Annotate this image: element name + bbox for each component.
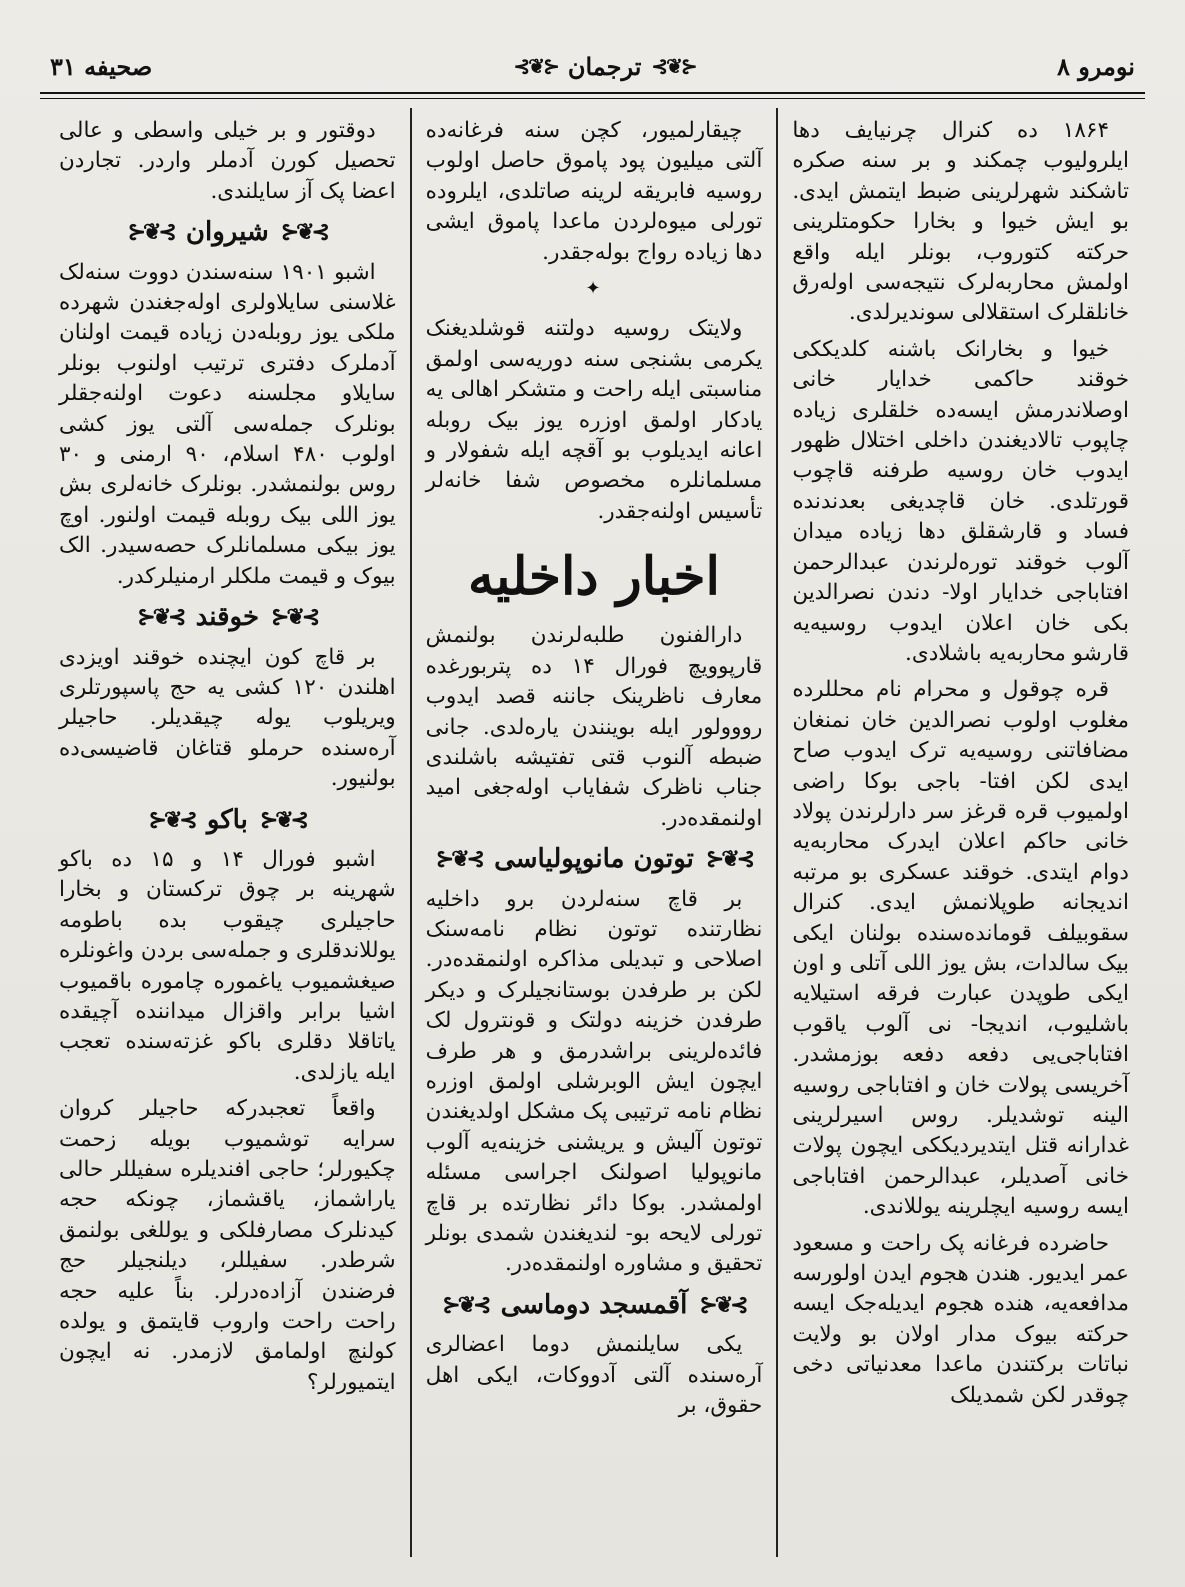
section-title-tobacco: توتون مانوپولیاسی [494, 844, 694, 875]
column-right [778, 108, 1143, 1557]
column-middle [412, 108, 779, 1557]
section-heading [59, 805, 396, 835]
section-title-kokand: خوقند [195, 602, 260, 633]
paragraph: ۱۸۶۴ ده کنرال چرنیایف دها ایلرولیوب چمکند و بر سنه صکره تاشکند شهرلرینی ضبط ایتمش ایدی. بو ایش خیوا و بخارا حکومتلرینی حرکته کتوروب، بونلر ایله واقع اولمش محاربه‌لرک نتیجه‌سی اوله‌رق خانلقلرک استقلالی سوندیرلدی. [792, 118, 1129, 326]
page-number: صحیفه ۳۱ [50, 51, 153, 81]
paragraph: دارالفنون طلبه‌لرندن بولنمش قارپوویچ فورال ۱۴ ده پتربورغده معارف ناظرینک جاننه قصد ایدوب رووولور ایله بوینندن یاره‌لدی. جانی ضبطه آلنوب قتی تفتیشه باشلندی جناب ناظرک شفایاب اوله‌جغی امید اولنمقده‌در. [425, 623, 763, 831]
masthead [514, 52, 696, 81]
ornament-icon: ⊱❦⊰ [442, 1291, 489, 1318]
ornament-icon: ⊱❦⊰ [271, 604, 318, 631]
section-heading [59, 602, 396, 632]
ornament-left-icon: ⊰❦⊱ [513, 54, 558, 78]
paragraph: حاضرده فرغانه پک راحت و مسعود عمر ایدیور. هندن هجوم ایدن اولورسه مدافعه‌یه، هنده هجوم ایدیله‌جک ایسه حرکته بیوک مدار اولان بو ولایت نباتات برکتندن ماعدا معدنیاتی دخی چوقدر لکن شمدیلک [792, 1230, 1129, 1408]
section-heading [426, 844, 763, 874]
paragraph: واقعاً تعجبدرکه حاجیلر کروان سرایه توشمیوب بویله زحمت چکیورلر؛ حاجی افندیلره سفیللر حالی یاراشماز، یاقشماز، چونکه حجه کیدنلرک مصارفلکی و یوللغی بولنمق شرطدر. سفیللر، دیلنجیلر حج فرضندن آزاده‌درلر. بناً علیه حجه راحت راحت واروب قایتمق و یولده کولنچ اولمامق لازمدر. نه ایچون ایتمیورلر؟ [58, 1096, 396, 1395]
section-divider-icon: ✦ [585, 278, 603, 300]
paragraph: اشبو ۱۹۰۱ سنه‌سندن دووت سنه‌لک غلاسنی سایلاولری اوله‌جغندن شهرده ملکی یوز روبله‌دن زیاده قیمت اولنان آدملرک دفتری ترتیب اولنوب بونلر سایلاو مجلسنه دعوت اولنه‌جقلر بونلرک جمله‌سی آلتی یوز کشی اولوب ۴۸۰ اسلام، ۹۰ ارمنی و ۳۰ روس بولنمشدر. بونلرک خانه‌لری بش یوز اللی بیک روبله قیمت اولنور. اوچ یوز بیکی مسلمانلرک حصه‌سیدر. الک بیوک و قیمت ملکلر ارمنیلرکدر. [58, 259, 396, 589]
paragraph: اشبو فورال ۱۴ و ۱۵ ده باکو شهرینه بر چوق ترکستان و بخارا حاجیلری چیقوب بده باطومه یوللاندقلری و جمله‌سی بردن واغونلره صیغشمیوب یاغموره چاموره باقمیوب اشیا برابر واقزال میداننده آچیقده یاتاقلا دقلری باکو غزته‌سنده تعجب ایله یازلدی. [58, 846, 396, 1085]
ornament-icon: ⊱❦⊰ [148, 806, 195, 833]
header-rule [40, 92, 1145, 94]
ornament-icon: ⊱❦⊰ [435, 846, 483, 873]
section-title-akmesjid: آقمسجد دوماسی [500, 1289, 688, 1320]
issue-number: نومرو ۸ [1056, 51, 1135, 81]
ornament-icon: ⊱❦⊰ [127, 219, 174, 246]
ornament-right-icon: ⊰❦⊱ [651, 54, 696, 78]
section-heading [426, 1290, 763, 1320]
ornament-icon: ⊱❦⊰ [699, 1291, 746, 1318]
paragraph: بر قاچ سنه‌لردن برو داخلیه نظارتنده توتون نظام نامه‌سنک اصلاحی و تبدیلی مذاکره اولنمقده‌در. لکن بر طرفدن بوستانجیلرک و دیکر طرفدن خزینه دولتک و قونترول لک فائده‌لرینی براشدرمق و هر طرف ایچون ایش الوبرشلی اولمق اوزره نظام نامه ترتیبی پک مشکل اولدیغندن توتون آلیش و یریشنی خزینه‌یه آلوب مانوپولیا اصولنک اجراسی مسئله اولمشدر. بوکا دائر نظارتده بر قاچ تورلی لایحه بو- لندیغندن شمدی بونلر تحقیق و مشاوره اولنمقده‌در. [425, 886, 763, 1277]
paragraph: بر قاچ کون ایچنده خوقند اویزدی اهلندن ۱۲۰ کشی یه حج پاسپورتلری ویریلوب یوله چیقدیلر. حاجیلر آره‌سنده حرملو قتاغان قاضیسی‌ده بولنیور. [58, 644, 396, 792]
newspaper-title: ترجمان [567, 51, 642, 81]
section-heading [59, 217, 396, 247]
paragraph: دوقتور و بر خیلی واسطی و عالی تحصیل کورن آدملر واردر. تجاردن اعضا پک آز سایلندی. [58, 118, 396, 204]
columns [45, 108, 1143, 1557]
ornament-icon: ⊱❦⊰ [705, 846, 753, 873]
section-title-shirvan: شیروان [185, 217, 269, 248]
header-rule-thin [40, 98, 1145, 99]
section-title-baku: باکو [206, 804, 248, 835]
paragraph: ولایتک روسیه دولتنه قوشلدیغنک یکرمی بشنجی سنه دوریه‌سی اولمق مناسبتی ایله راحت و متشکر اهالی یه یادکار اولمق اوزره یوز بیک روبله اعانه ایدیلوب بو آقچه ایله شفولار و مسلمانلره مخصوص شفا خانه‌لر تأسیس اولنه‌جقدر. [425, 316, 763, 524]
ornament-icon: ⊱❦⊰ [137, 604, 184, 631]
ornament-icon: ⊱❦⊰ [280, 219, 328, 246]
ornament-icon: ⊱❦⊰ [259, 806, 307, 833]
paragraph: یکی سایلنمش دوما اعضالری آره‌سنده آلتی آدووکات، ایکی اهل حقوق، بر [425, 1332, 763, 1419]
column-left [45, 108, 412, 1557]
page-header [50, 44, 1135, 88]
paragraph: قره چوقول و محرام نام محللرده مغلوب اولوب نصرالدین خان نمنغان مضافاتنی روسیه‌یه ترک ایدوب صاح ایدی لکن افتا- باجی بوکا راضی اولمیوب قره قرغز سر دارلرندن پولاد خانی حاکم اعلان ایدرک محاربه‌یه دوام ایتدی. خوقند عسکری بو مرتبه اندیجانه طوپلانمش ایدی. کنرال سقوبیلف قوماندەسنده بولنان ایکی بیک سالدات، بش یوز اللی آتلی و اون ایکی طوپدن عبارت فرقه استیلایه باشلیوب، اندیجا- نی آلوب یاقوب افتاباجی‌یی دفعه دفعه بوزمشدر. آخریسی پولات خان و افتاباجی روسیه الینه توشدیلر. روس اسیرلرینی غدارانه قتل ایتدیردیککی ایچون پولات خانی آصدیلر، عبدالرحمن افتاباجی ایسه روسیه ایچلرینه یوللاندی. [792, 677, 1129, 1220]
paragraph: چیقارلمیور، کچن سنه فرغانه‌ده آلتی میلیون پود پاموق حاصل اولوب روسیه فابریقه لرینه صاتلدی، ایلروده تورلی میوه‌لردن ماعدا پاموق ایشی دها زیاده رواج بوله‌جقدر. [425, 118, 763, 265]
section-heading-domestic-news: اخبار داخلیه [468, 546, 720, 608]
paragraph: خیوا و بخارانک باشنه کلدیککی خوقند حاکمی خدایار خانی اوصلاندرمش ایسه‌ده خلقلری زیاده چاپوب تالادیغندن داخلی اختلال ظهور ایدوب خان روسیه طرفنه قاچوب قورتلدی. خان قاچدیغی بعدندنده فساد و قارشقلق دها زیاده میدان آلوب خوقند توره‌لرندن عبدالرحمن افتاباجی خدایار اولا- دندن نصرالدین بکی خان اعلان ایدوب روسیه‌یه قارشو محاربه‌یه باشلادی. [792, 336, 1129, 666]
